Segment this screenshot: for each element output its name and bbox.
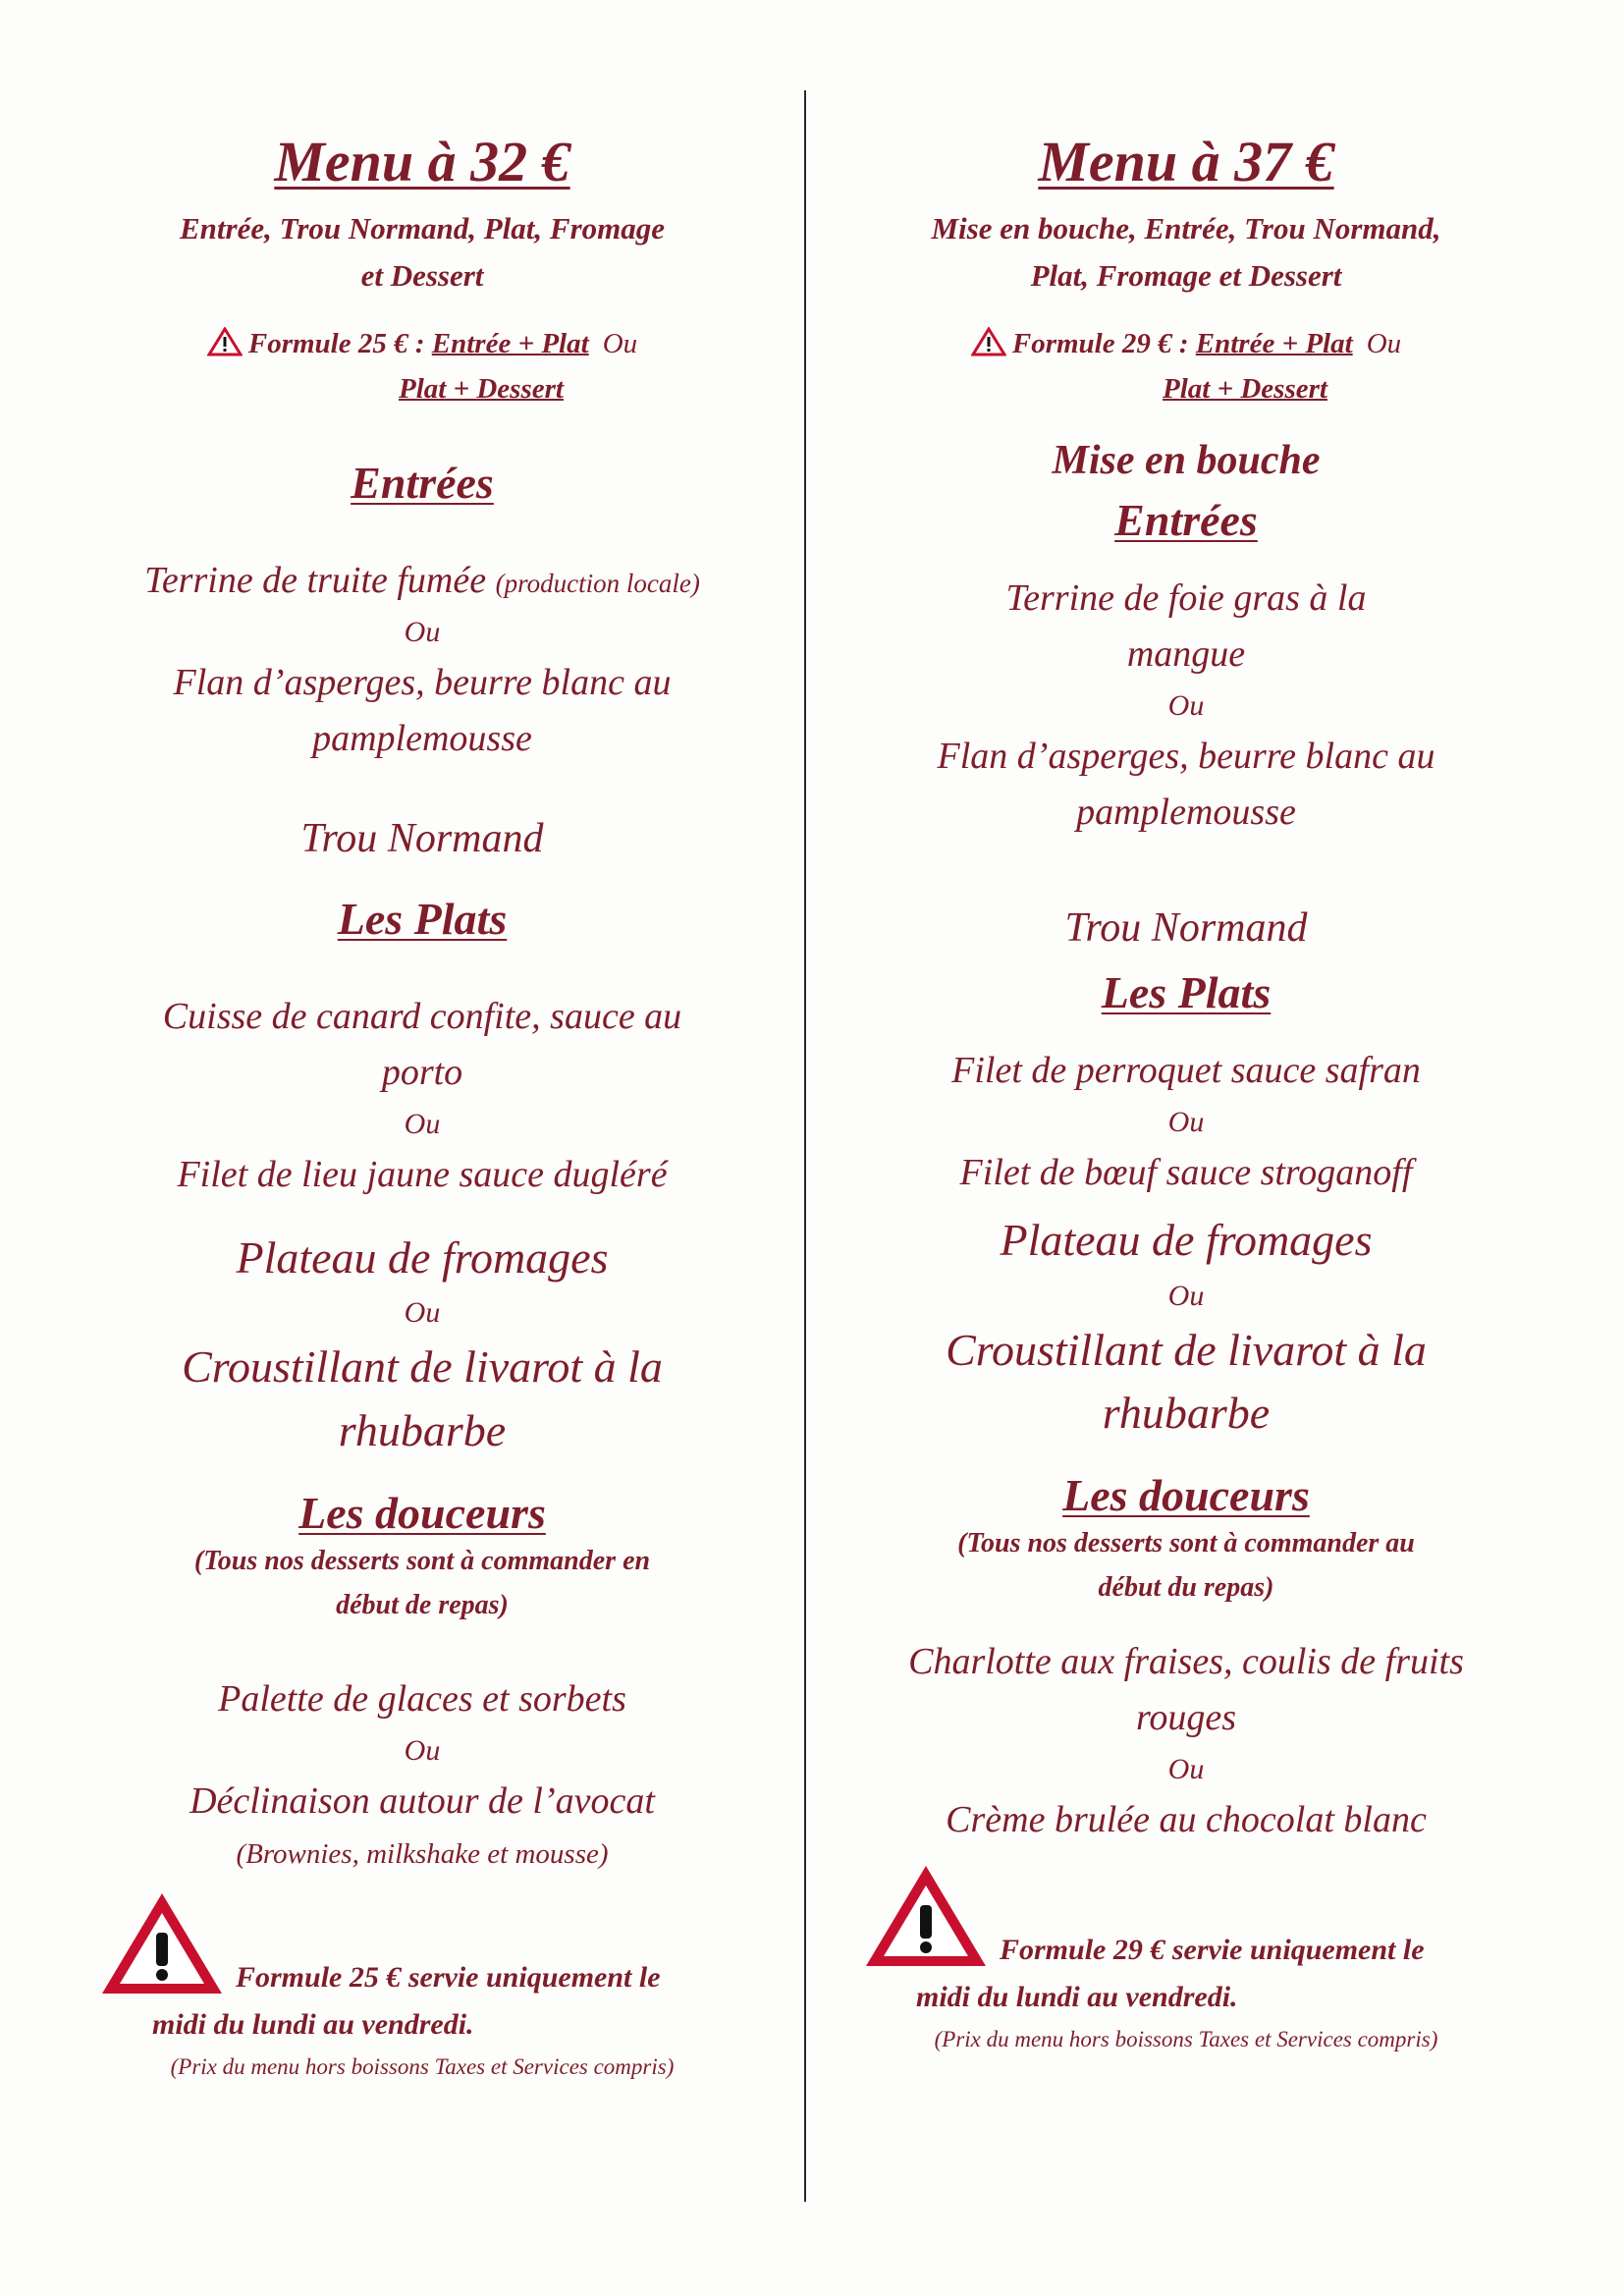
- or-separator: Ou: [1167, 1753, 1205, 1786]
- dish-item: Filet de perroquet sauce safran: [951, 1050, 1421, 1092]
- dish-name: porto: [381, 1051, 463, 1093]
- dessert-note: (Brownies, milkshake et mousse): [236, 1837, 609, 1870]
- formule-option: Plat + Dessert: [1163, 373, 1327, 406]
- or-separator: Ou: [1167, 1279, 1205, 1312]
- dish-item: [842, 571, 1530, 683]
- menu-subtitle: [842, 205, 1530, 300]
- trou-normand: Trou Normand: [1064, 905, 1308, 952]
- dish-name: Croustillant de livarot à la: [946, 1324, 1427, 1375]
- dish-name: rouges: [1135, 1697, 1237, 1739]
- dish-item: [842, 729, 1530, 841]
- or-separator: Ou: [1167, 689, 1205, 723]
- dish-item: [79, 553, 766, 609]
- formule-offer: [79, 321, 766, 412]
- note-line: début de repas): [336, 1589, 509, 1620]
- formule-label: Formule 25 € :: [247, 327, 432, 359]
- dish-item: Filet de bœuf sauce stroganoff: [959, 1152, 1413, 1194]
- cheese-item: [79, 1336, 766, 1462]
- or-separator: Ou: [404, 1107, 441, 1140]
- menu-title: Menu à 32 €: [274, 130, 570, 193]
- warning-icon: [971, 327, 1006, 356]
- trou-normand: Trou Normand: [300, 815, 544, 861]
- formule-option: Plat + Dessert: [399, 373, 564, 406]
- cheese-item: Plateau de fromages: [1000, 1215, 1373, 1266]
- column-divider: [804, 90, 806, 2202]
- section-heading-entrees: Entrées: [351, 457, 494, 508]
- dish-note: (production locale): [495, 568, 700, 598]
- dish-name: pamplemousse: [312, 717, 532, 759]
- dish-name: pamplemousse: [1076, 792, 1296, 834]
- formule-option: Entrée + Plat: [1195, 327, 1353, 359]
- dish-name: Terrine de truite fumée: [144, 559, 487, 601]
- cheese-item: Plateau de fromages: [236, 1231, 609, 1283]
- dish-name: Croustillant de livarot à la: [182, 1341, 663, 1393]
- section-heading-douceurs: Les douceurs: [1062, 1470, 1310, 1521]
- menu-subtitle: [79, 205, 766, 300]
- price-note: (Prix du menu hors boissons Taxes et Services compris): [170, 2054, 675, 2080]
- warning-icon: [207, 327, 243, 356]
- dish-name: Flan d’asperges, beurre blanc au: [937, 736, 1435, 778]
- section-heading-plats: Les Plats: [1101, 966, 1272, 1017]
- menu-37-column: [842, 118, 1530, 2057]
- dessert-item: Crème brulée au chocolat blanc: [946, 1799, 1427, 1841]
- dish-name: Flan d’asperges, beurre blanc au: [173, 661, 672, 703]
- dish-item: [79, 989, 766, 1101]
- formule-label: Formule 29 € :: [1011, 327, 1196, 359]
- cheese-item: [842, 1319, 1530, 1446]
- formule-option: Entrée + Plat: [431, 327, 589, 359]
- section-heading-entrees: Entrées: [1114, 494, 1258, 545]
- menu-title: Menu à 37 €: [1038, 130, 1334, 193]
- dessert-item: Palette de glaces et sorbets: [218, 1677, 626, 1720]
- dish-item: Filet de lieu jaune sauce dugléré: [177, 1153, 668, 1195]
- dish-name: Charlotte aux fraises, coulis de fruits: [908, 1641, 1464, 1683]
- section-heading-mise-en-bouche: Mise en bouche: [1052, 437, 1321, 483]
- section-heading-plats: Les Plats: [337, 893, 508, 944]
- note-line: début du repas): [1098, 1572, 1274, 1604]
- or-separator: Ou: [404, 615, 441, 648]
- price-note: (Prix du menu hors boissons Taxes et Services compris): [934, 2027, 1438, 2052]
- subtitle-line: et Dessert: [360, 257, 484, 293]
- or-separator: Ou: [404, 1296, 441, 1330]
- subtitle-line: Plat, Fromage et Dessert: [1030, 257, 1342, 293]
- formule-ou: Ou: [602, 327, 638, 359]
- subtitle-line: Entrée, Trou Normand, Plat, Fromage: [179, 210, 666, 246]
- footer-notice: [842, 1872, 1530, 2057]
- dish-name: rhubarbe: [1102, 1387, 1271, 1438]
- or-separator: Ou: [404, 1733, 441, 1767]
- dish-name: Terrine de foie gras à la: [1005, 577, 1367, 620]
- dessert-item: Déclinaison autour de l’avocat: [189, 1779, 655, 1822]
- dish-name: rhubarbe: [338, 1404, 507, 1455]
- footer-line: midi du lundi au vendredi.: [916, 1981, 1238, 2014]
- footer-line: Formule 25 € servie uniquement le: [236, 1961, 661, 1995]
- formule-ou: Ou: [1366, 327, 1402, 359]
- formule-offer: [842, 321, 1530, 412]
- note-line: (Tous nos desserts sont à commander au: [957, 1528, 1415, 1559]
- desserts-note: [79, 1540, 766, 1628]
- dessert-item: [842, 1634, 1530, 1746]
- note-line: (Tous nos desserts sont à commander en: [193, 1546, 651, 1577]
- warning-icon: [862, 1862, 990, 1970]
- footer-notice: [79, 1899, 766, 2085]
- warning-icon: [98, 1889, 226, 1997]
- dish-name: Cuisse de canard confite, sauce au: [162, 995, 682, 1037]
- dish-item: [79, 655, 766, 767]
- section-heading-douceurs: Les douceurs: [298, 1487, 546, 1538]
- footer-line: midi du lundi au vendredi.: [152, 2008, 474, 2042]
- menu-32-column: [79, 118, 766, 2085]
- footer-line: Formule 29 € servie uniquement le: [1000, 1934, 1425, 1967]
- dish-name: mangue: [1126, 633, 1246, 676]
- or-separator: Ou: [1167, 1106, 1205, 1139]
- subtitle-line: Mise en bouche, Entrée, Trou Normand,: [931, 210, 1441, 246]
- desserts-note: [842, 1522, 1530, 1611]
